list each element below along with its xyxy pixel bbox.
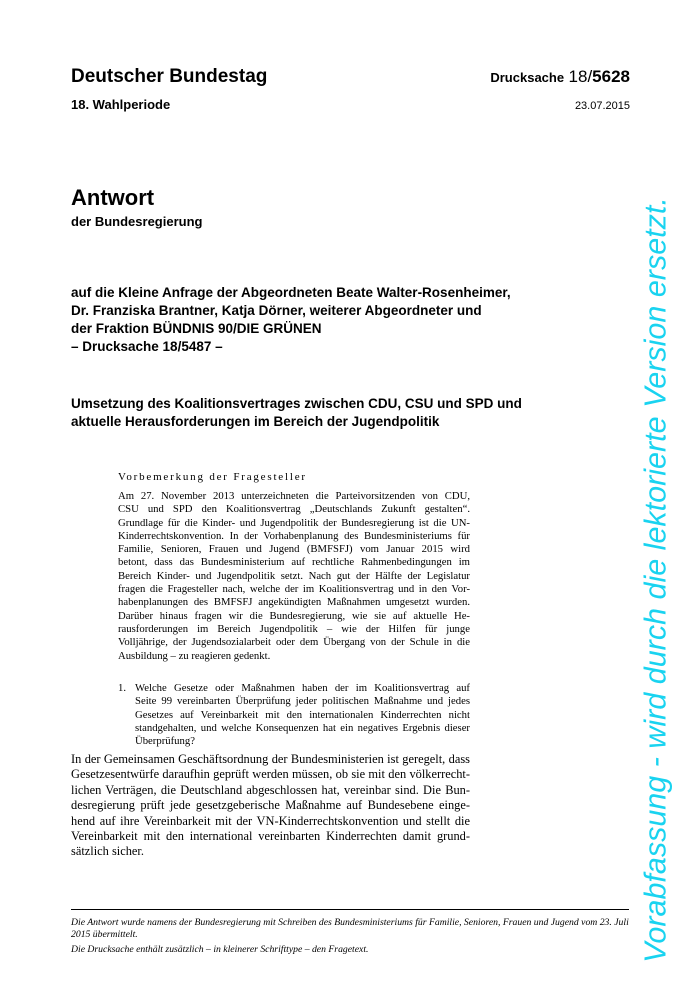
drucksache-label: Drucksache [490, 70, 565, 85]
answer-line: lichen Verträgen, die Deutschland abgeschlossen hat, vereinbar sind. Die Bun- [71, 782, 470, 797]
preamble-line: rausforderungen im Bereich Jugendpolitik – wie der Hilfen für junge [118, 622, 470, 635]
preamble-line: Darüber hinaus fragen wir die Bundesregierung, wie sie auf aktuelle He- [118, 609, 470, 622]
preamble-line: Bereich Kinder- und Jugendpolitik setzt. Nach gut der Hälfte der Legislatur [118, 569, 470, 582]
drucksache-id [569, 67, 630, 86]
preamble-line: Kinderrechtskonvention. In der Vorhabenplanung des Bundesministeriums für [118, 529, 470, 542]
preamble-line: Am 27. November 2013 unterzeichneten die Parteivorsitzenden von CDU, [118, 490, 470, 502]
question-number: 1. [118, 682, 127, 694]
answer-line: sätzlich sicher. [71, 844, 144, 859]
inquiry-reference [71, 284, 571, 356]
answer-line: desregierung prüft jede gesetzgeberische Maßnahme auf Bundesebene einge- [71, 798, 470, 813]
inquiry-line: – Drucksache 18/5487 – [71, 339, 223, 354]
drucksache-number [490, 67, 630, 87]
preamble-heading: Vorbemerkung der Fragesteller [118, 471, 307, 483]
preamble-line: Grundlage für die Kinder- und Jugendpolitik der Bundesregierung ist die UN- [118, 516, 470, 529]
preamble-line: betont, dass das Bundesministerium auf rechtliche Rahmenbedingungen im [118, 556, 470, 569]
preamble-line: Ausbildung – zu reagieren gedenkt. [118, 649, 271, 662]
topic-line: Umsetzung des Koalitionsvertrages zwischen CDU, CSU und SPD und [71, 396, 522, 411]
drucksache-prefix: 18/ [568, 67, 593, 86]
question-line: standgehalten, und welche Konsequenzen hat ein negatives Ergebnis dieser [135, 721, 470, 734]
question-line: Welche Gesetze oder Maßnahmen haben der im Koalitionsvertrag auf [135, 682, 470, 694]
preamble-line: CSU und SPD den Koalitionsvertrag „Deutschlands Zukunft gestalten“. [118, 503, 470, 516]
preamble-line: Familie, Senioren, Frauen und Jugend (BMFSFJ) vom Januar 2015 wird [118, 543, 470, 556]
parliament-title: Deutscher Bundestag [71, 66, 268, 87]
inquiry-topic [71, 395, 571, 431]
document-subtitle: der Bundesregierung [71, 214, 203, 229]
inquiry-line: der Fraktion BÜNDNIS 90/DIE GRÜNEN [71, 321, 322, 336]
preamble-line: fragen die Fragesteller nach, welche der im Koalitionsvertrag und in den Vor- [118, 583, 470, 596]
footnote [71, 917, 629, 956]
footnote-transmission: Die Antwort wurde namens der Bundesregierung mit Schreiben des Bundesministeriums für Familie, Senioren, Frauen und Jugend vom 23. Juli 2015 übermittelt. [71, 917, 629, 941]
question-line: Gesetzes auf Vereinbarkeit mit den internationalen Kinderrechten nicht [135, 708, 470, 721]
footnote-typeface-note: Die Drucksache enthält zusätzlich – in kleinerer Schrifttype – den Fragetext. [71, 943, 369, 955]
footnote-divider [71, 909, 629, 910]
answer-line: In der Gemeinsamen Geschäftsordnung der Bundesministerien ist geregelt, dass [71, 752, 470, 766]
preamble-text [118, 490, 470, 663]
question-text [135, 682, 470, 748]
topic-line: aktuelle Herausforderungen im Bereich der Jugendpolitik [71, 414, 440, 429]
drucksache-suffix: 5628 [592, 67, 630, 86]
legislative-period: 18. Wahlperiode [71, 97, 171, 112]
inquiry-line: auf die Kleine Anfrage der Abgeordneten Beate Walter-Rosenheimer, [71, 285, 511, 300]
answer-line: Vereinbarkeit mit den international vereinbarten Kinderrechten damit grund- [71, 828, 470, 843]
answer-1 [71, 752, 470, 860]
answer-line: Gesetzesentwürfe daraufhin geprüft werden müssen, ob sie mit den völkerrecht- [71, 767, 470, 782]
watermark-text: Vorabfassung - wird durch die lektorierte Version ersetzt. [638, 197, 673, 963]
preamble-line: Volljährige, der Jugendsozialarbeit oder dem Übergang von der Schule in die [118, 636, 470, 649]
document-type-title: Antwort [71, 185, 155, 210]
document-date: 23.07.2015 [574, 100, 630, 112]
question-line: Seite 99 vereinbarten Überprüfung jeder politischen Maßnahme und jedes [135, 695, 470, 708]
question-line: Überprüfung? [135, 735, 195, 748]
inquiry-line: Dr. Franziska Brantner, Katja Dörner, weiterer Abgeordneter und [71, 303, 482, 318]
answer-line: hend auf ihre Vereinbarkeit mit der VN-Kinderrechtskonvention und stellt die [71, 813, 470, 828]
preamble-line: habenplanungen des BMFSFJ angekündigten Maßnahmen umgesetzt wurden. [118, 596, 470, 609]
